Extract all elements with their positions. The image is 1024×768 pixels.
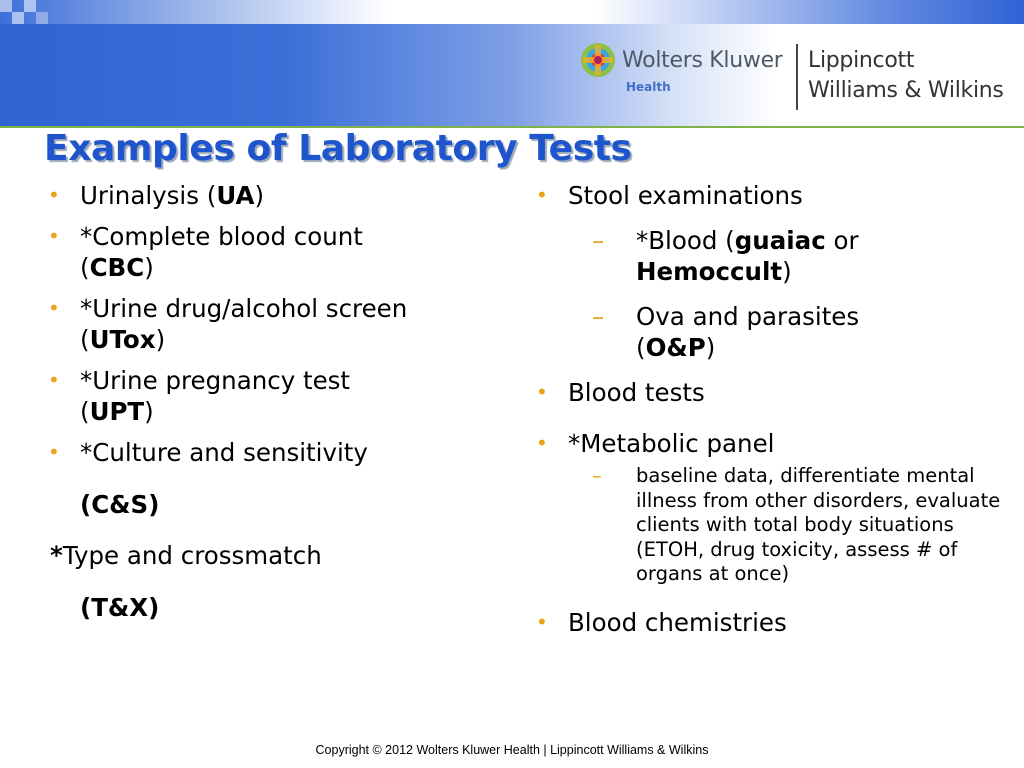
left-column (44, 180, 514, 623)
decorative-square (36, 12, 48, 24)
item-text: ) (705, 333, 716, 362)
dash-bullet: – (592, 464, 602, 487)
bullet-dot: • (48, 368, 60, 392)
bullet-dot: • (536, 431, 548, 455)
sub-list-item (532, 225, 1002, 287)
right-column (532, 180, 1002, 638)
item-text: Stool examinations (568, 181, 803, 210)
logo-divider (796, 44, 798, 110)
bullet-dot: • (48, 440, 60, 464)
item-text: ) (144, 397, 154, 426)
item-text: *Metabolic panel (568, 429, 775, 458)
slide-title: Examples of Laboratory Tests (44, 128, 632, 169)
bullet-dot: • (536, 380, 548, 404)
item-text: *Urine pregnancy test (80, 366, 351, 395)
brand-name: Wolters Kluwer (622, 48, 783, 73)
list-item (44, 180, 514, 211)
dash-bullet: – (592, 226, 605, 255)
list-item (532, 428, 1002, 459)
list-item (44, 437, 514, 468)
item-abbrev: guaiac (734, 226, 826, 255)
item-abbrev: UTox (89, 325, 156, 354)
item-text: Ova and parasites (636, 302, 860, 331)
item-text: ( (80, 397, 90, 426)
culture-code-line (44, 489, 514, 520)
decorative-square (0, 0, 12, 12)
bullet-dot: • (48, 183, 60, 207)
footer-copyright: Copyright © 2012 Wolters Kluwer Health | Lippincott Williams & Wilkins (315, 743, 709, 757)
item-text: *Blood ( (636, 226, 735, 255)
type-code-line (44, 592, 514, 623)
brand-subtitle: Health (626, 80, 671, 94)
item-text: *Urine drug/alcohol screen (80, 294, 408, 323)
dash-bullet: – (592, 302, 605, 331)
item-text: or (825, 226, 859, 255)
sub-list-item (532, 301, 1002, 363)
item-abbrev: Hemoccult (636, 257, 783, 286)
wolters-kluwer-globe-icon (580, 42, 616, 78)
item-text: ( (80, 253, 90, 282)
list-item (532, 607, 1002, 638)
sub-list-item (532, 464, 1002, 587)
item-abbrev: (T&X) (80, 593, 160, 622)
item-text: *Complete blood count (80, 222, 363, 251)
bullet-dot: • (536, 609, 548, 634)
decorative-square (12, 12, 24, 24)
item-abbrev: UA (216, 181, 255, 210)
item-abbrev: CBC (89, 253, 145, 282)
type-crossmatch-line (44, 540, 514, 571)
item-text: *Culture and sensitivity (80, 438, 368, 467)
item-text: Blood chemistries (568, 607, 787, 637)
item-text: ) (144, 253, 154, 282)
item-text: ( (636, 333, 646, 362)
item-text: Urinalysis ( (80, 181, 217, 210)
publisher-name-line2: Williams & Wilkins (808, 78, 1004, 103)
item-text: ( (80, 325, 90, 354)
list-item (44, 365, 514, 427)
item-text: baseline data, differentiate mental illness from other disorders, evaluate clients with total body situations (ETOH, drug toxicity, assess # of organs at once) (636, 464, 1001, 585)
item-abbrev: (C&S) (80, 490, 160, 519)
publisher-name-line1: Lippincott (808, 48, 915, 73)
item-text: ) (782, 257, 792, 286)
bullet-dot: • (536, 183, 548, 207)
item-abbrev: UPT (89, 397, 145, 426)
decorative-square (24, 0, 36, 12)
bullet-dot: • (48, 296, 60, 320)
list-item (44, 221, 514, 283)
item-text: ) (155, 325, 166, 354)
item-text: Type and crossmatch (62, 541, 322, 570)
publisher-logo (580, 42, 1020, 112)
asterisk-mark: * (50, 541, 63, 570)
bullet-dot: • (48, 224, 60, 248)
header-top-strip (0, 0, 1024, 24)
list-item (532, 180, 1002, 211)
item-abbrev: O&P (645, 333, 706, 362)
item-text: ) (254, 181, 265, 210)
list-item (44, 293, 514, 355)
list-item (532, 377, 1002, 408)
item-text: Blood tests (568, 378, 705, 407)
